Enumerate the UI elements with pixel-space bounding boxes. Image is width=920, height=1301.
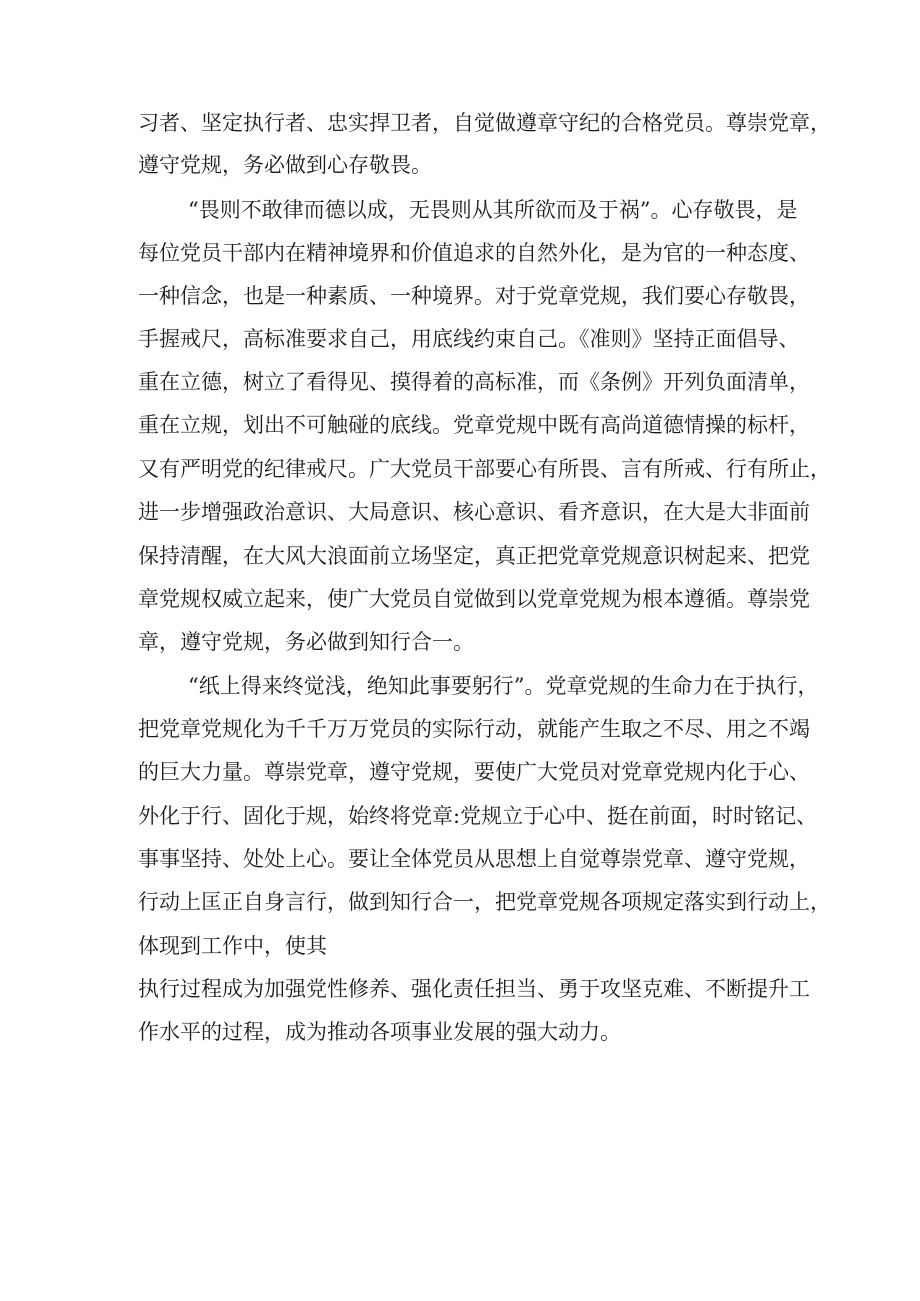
paragraph-1-line-1: 习者、坚定执行者、忠实捍卫者，自觉做遵章守纪的合格党员。尊崇党章， — [138, 111, 831, 135]
paragraph-2-line-6: 重在立规，划出不可触碰的底线。党章党规中既有高尚道德情操的标杆， — [138, 413, 810, 437]
paragraph-2-line-11: 章，遵守党规，务必做到知行合一。 — [138, 630, 474, 654]
paragraph-2-line-8: 进一步增强政治意识、大局意识、核心意识、看齐意识，在大是大非面前 — [138, 500, 810, 524]
paragraph-3-line-1: “纸上得来终觉浅，绝知此事要躬行”。党章党规的生命力在于执行， — [188, 674, 819, 698]
paragraph-2-line-9: 保持清醒，在大风大浪面前立场坚定，真正把党章党规意识树起来、把党 — [138, 544, 810, 568]
paragraph-1-line-2: 遵守党规，务必做到心存敬畏。 — [138, 153, 432, 177]
paragraph-3-line-5: 事事坚持、处处上心。要让全体党员从思想上自觉尊崇党章、遵守党规， — [138, 847, 810, 871]
paragraph-3-line-2: 把党章党规化为千千万万党员的实际行动，就能产生取之不尽、用之不竭 — [138, 717, 810, 741]
paragraph-2-line-1: “畏则不敢律而德以成，无畏则从其所欲而及于祸”。心存敬畏，是 — [188, 198, 798, 222]
paragraph-2-line-5: 重在立德，树立了看得见、摸得着的高标准，而《条例》开列负面清单， — [138, 370, 810, 394]
paragraph-3-line-7: 体现到工作中，使其 — [138, 934, 327, 958]
paragraph-3-line-4: 外化于行、固化于规，始终将党章:党规立于心中、挺在前面，时时铭记、 — [138, 804, 818, 828]
paragraph-3-line-3: 的巨大力量。尊崇党章，遵守党规，要使广大党员对党章党规内化于心、 — [138, 760, 810, 784]
paragraph-2-line-3: 一种信念，也是一种素质、一种境界。对于党章党规，我们要心存敬畏， — [138, 284, 810, 308]
paragraph-2-line-2: 每位党员干部内在精神境界和价值追求的自然外化，是为官的一种态度、 — [138, 241, 810, 265]
paragraph-3-line-9: 作水平的过程，成为推动各项事业发展的强大动力。 — [138, 1020, 621, 1044]
paragraph-2-line-4: 手握戒尺，高标准要求自己，用底线约束自己。《准则》坚持正面倡导、 — [138, 327, 800, 351]
paragraph-2-line-7: 又有严明党的纪律戒尺。广大党员干部要心有所畏、言有所戒、行有所止， — [138, 457, 831, 481]
paragraph-3-line-6: 行动上匡正自身言行，做到知行合一，把党章党规各项规定落实到行动上， — [138, 890, 831, 914]
paragraph-2-line-10: 章党规权威立起来，使广大党员自觉做到以党章党规为根本遵循。尊崇党 — [138, 587, 810, 611]
paragraph-3-line-8: 执行过程成为加强党性修养、强化责任担当、勇于攻坚克难、不断提升工 — [138, 977, 810, 1001]
